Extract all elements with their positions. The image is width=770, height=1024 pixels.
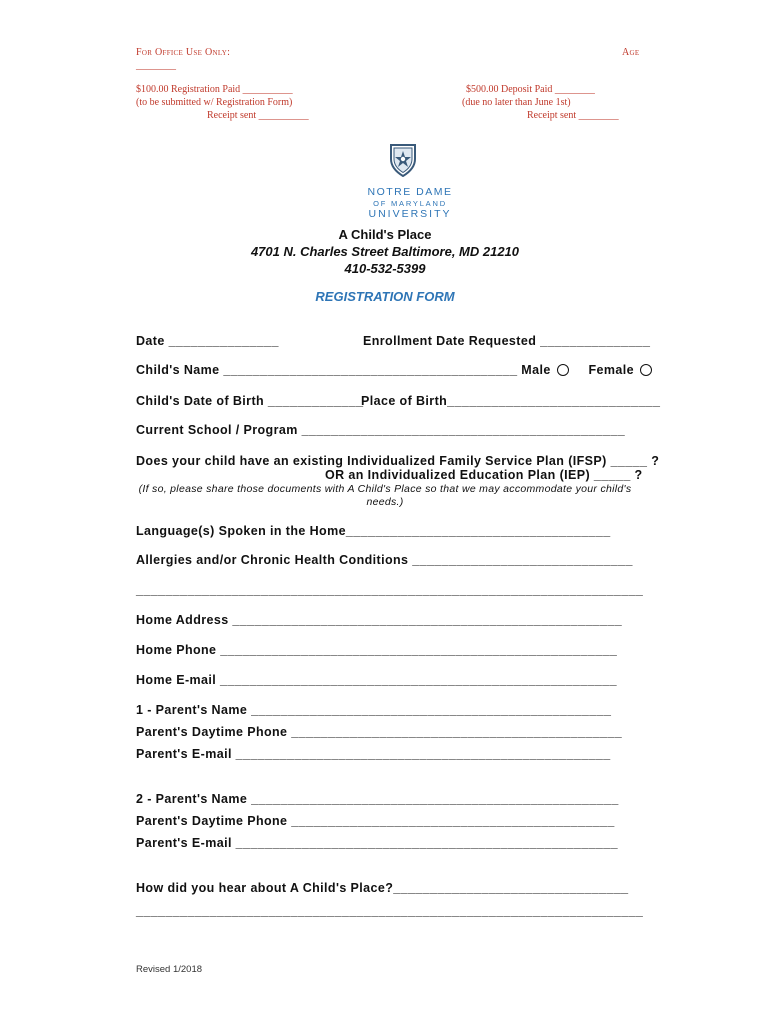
child-name-field[interactable]: Child's Name ________________________________________ Male: [136, 363, 551, 377]
registration-paid: $100.00 Registration Paid __________: [136, 84, 293, 95]
registration-note: (to be submitted w/ Registration Form): [136, 97, 293, 108]
parent2-name-field[interactable]: 2 - Parent's Name __________________________________________________: [136, 792, 619, 806]
female-radio[interactable]: [640, 364, 652, 376]
iep-note-line-2: needs.): [366, 496, 404, 508]
hear-about-extra-line[interactable]: _____________________________________________________________________: [136, 904, 644, 918]
place-of-birth-field[interactable]: Place of Birth_____________________________: [361, 394, 661, 408]
allergies-field[interactable]: Allergies and/or Chronic Health Conditions ______________________________: [136, 553, 633, 567]
dob-field[interactable]: Child's Date of Birth _____________: [136, 394, 364, 408]
parent2-email-field[interactable]: Parent's E-mail ____________________________________________________: [136, 836, 618, 850]
office-use-header: For Office Use Only:: [136, 47, 231, 58]
home-address-field[interactable]: Home Address _____________________________________________________: [136, 613, 623, 627]
logo-line-3: UNIVERSITY: [368, 208, 452, 220]
deposit-note: (due no later than June 1st): [462, 97, 571, 108]
receipt-sent-left: Receipt sent __________: [207, 110, 309, 121]
parent1-name-field[interactable]: 1 - Parent's Name _________________________________________________: [136, 703, 612, 717]
enrollment-date-field[interactable]: Enrollment Date Requested _______________: [363, 334, 651, 348]
child-name-row: [136, 363, 652, 377]
language-field[interactable]: Language(s) Spoken in the Home____________________________________: [136, 524, 611, 538]
iep-question[interactable]: OR an Individualized Education Plan (IEP) _____ ?: [325, 468, 643, 482]
parent1-phone-field[interactable]: Parent's Daytime Phone _____________________________________________: [136, 725, 623, 739]
male-radio[interactable]: [557, 364, 569, 376]
ifsp-question[interactable]: Does your child have an existing Individualized Family Service Plan (IFSP) _____ ?: [136, 454, 660, 468]
school-name: A Child's Place: [338, 227, 432, 242]
age-label: Age: [622, 47, 640, 58]
female-label: Female: [588, 363, 634, 377]
age-line: ________: [136, 60, 176, 71]
revised-date: Revised 1/2018: [136, 964, 203, 975]
parent1-email-field[interactable]: Parent's E-mail ___________________________________________________: [136, 747, 611, 761]
home-email-field[interactable]: Home E-mail ______________________________________________________: [136, 673, 617, 687]
allergies-extra-line[interactable]: _____________________________________________________________________: [136, 583, 644, 597]
current-school-field[interactable]: Current School / Program ____________________________________________: [136, 423, 626, 437]
logo-line-2: OF MARYLAND: [373, 199, 447, 208]
hear-about-field[interactable]: How did you hear about A Child's Place?________________________________: [136, 881, 629, 895]
form-title: REGISTRATION FORM: [315, 289, 455, 304]
logo-line-1: NOTRE DAME: [367, 186, 453, 198]
university-shield-icon: [389, 143, 417, 177]
date-field[interactable]: Date _______________: [136, 334, 279, 348]
deposit-paid: $500.00 Deposit Paid ________: [466, 84, 595, 95]
receipt-sent-right: Receipt sent ________: [527, 110, 619, 121]
parent2-phone-field[interactable]: Parent's Daytime Phone ____________________________________________: [136, 814, 615, 828]
iep-note-line-1: (If so, please share those documents with A Child's Place so that we may accommodate your child's: [138, 483, 632, 495]
school-address: 4701 N. Charles Street Baltimore, MD 21210: [250, 244, 520, 259]
home-phone-field[interactable]: Home Phone ______________________________________________________: [136, 643, 618, 657]
school-phone: 410-532-5399: [344, 261, 426, 276]
